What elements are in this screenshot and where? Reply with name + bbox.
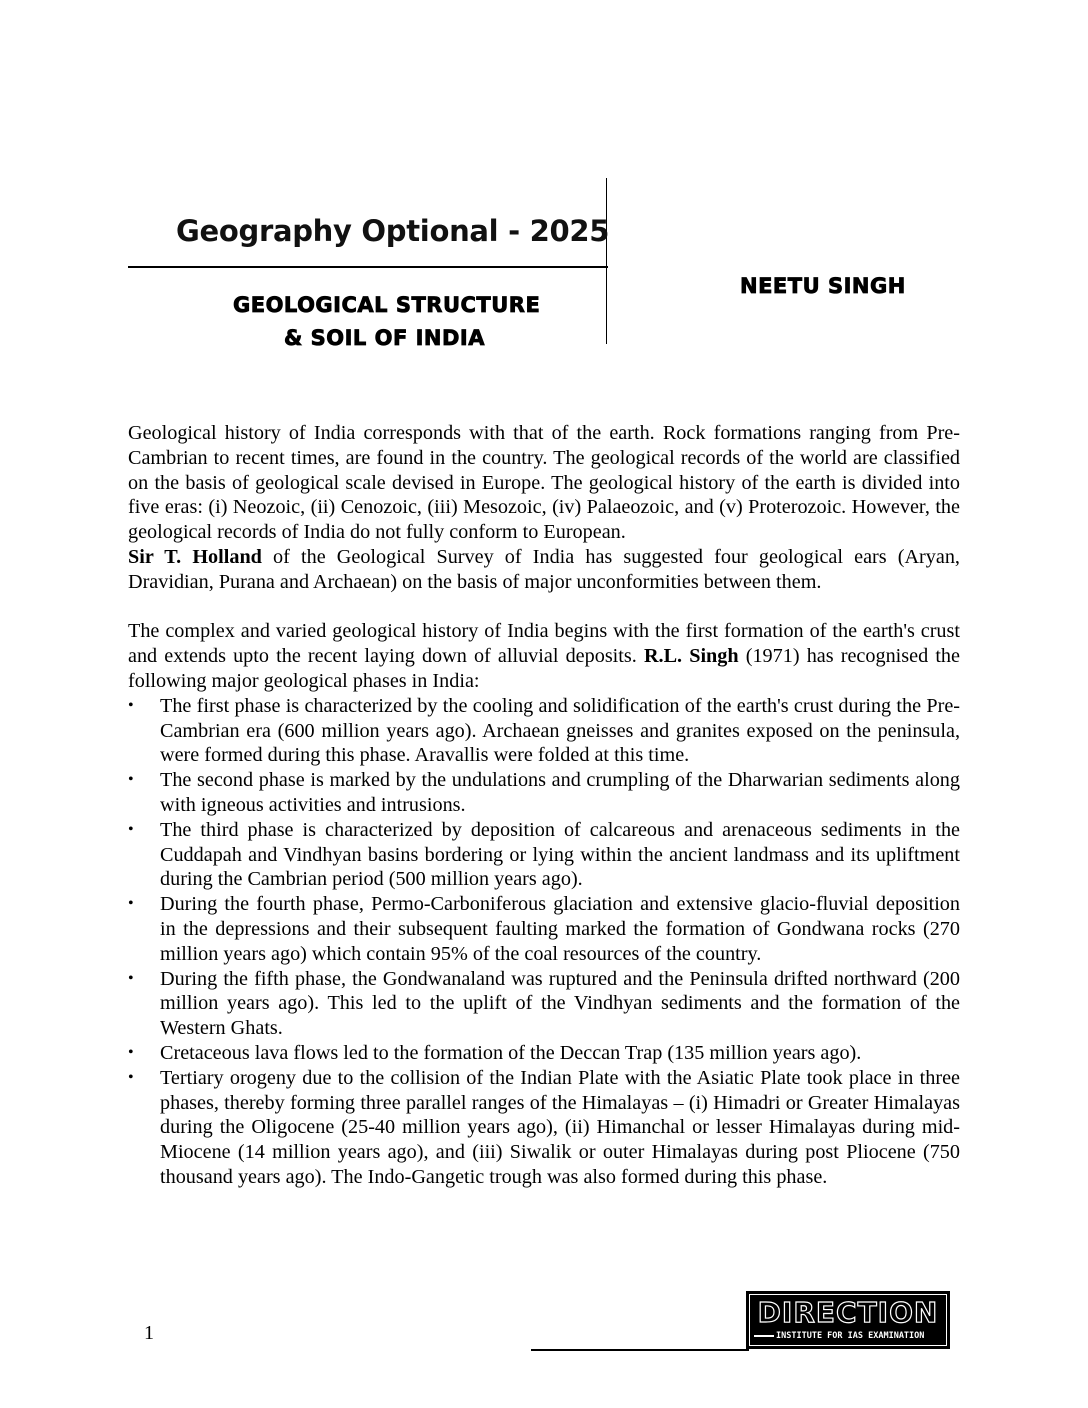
bullet-icon: •: [128, 771, 134, 789]
document-title: Geography Optional - 2025: [176, 214, 610, 248]
logo-tagline-text: INSTITUTE FOR IAS EXAMINATION: [776, 1331, 925, 1341]
footer-rule: [531, 1349, 749, 1351]
chapter-title-line-2: & SOIL OF INDIA: [284, 326, 486, 350]
list-item: [128, 1066, 960, 1190]
bullet-icon: •: [128, 696, 134, 714]
phase-text: Cretaceous lava flows led to the formation of the Deccan Trap (135 million years ago).: [160, 1041, 862, 1064]
phases-intro-text: The complex and varied geological history of India begins with the first formation of the earth's crust and extends upto the recent laying down of alluvial deposits.: [128, 620, 960, 668]
phase-text: Tertiary orogeny due to the collision of the Indian Plate with the Asiatic Plate took place in three phases, thereby forming three parallel ranges of the Himalayas – (i) Himadri or Greater Himalayas during the Oligocene (25-40 million years ago), (ii) Himanchal or lesser Himalayas during mid-Miocene (14 million years ago), and (iii) Siwalik or outer Himalayas during post Pliocene (750 thousand years ago). The Indo-Gangetic trough was also formed during this phase.: [160, 1066, 960, 1188]
bullet-icon: •: [128, 895, 134, 913]
holland-paragraph: [128, 545, 960, 595]
bullet-icon: •: [128, 1068, 134, 1086]
bullet-icon: •: [128, 820, 134, 838]
list-item: [128, 967, 960, 1041]
logo-wordmark: DIRECTION: [757, 1296, 939, 1329]
logo-tagline: [754, 1331, 924, 1341]
geological-phases-list: [128, 694, 960, 1190]
chapter-title-line-1: GEOLOGICAL STRUCTURE: [233, 293, 541, 317]
header-horizontal-rule: [128, 266, 608, 268]
phases-intro-end: (1971) has recognised the following major geological phases in India:: [128, 645, 960, 692]
intro-paragraph: Geological history of India corresponds with that of the earth. Rock formations ranging from Pre-Cambrian to recent times, are found in the country. The geological records of the world are classified on the basis of geological scale devised in Europe. The geological history of the earth is divided into five eras: (i) Neozoic, (ii) Cenozoic, (iii) Mesozoic, (iv) Palaeozoic, and (v) Proterozoic. However, the geological records of India do not fully conform to European.: [128, 422, 960, 544]
list-item: [128, 768, 960, 818]
direction-logo: [746, 1291, 950, 1349]
bullet-icon: •: [128, 969, 134, 987]
list-item: [128, 694, 960, 768]
author-name: NEETU SINGH: [740, 274, 906, 298]
phase-text: During the fourth phase, Permo-Carboniferous glaciation and extensive glacio-fluvial deposition in the depressions and their subsequent faulting marked the formation of Gondwana rocks (270 million years ago) which contain 95% of the coal resources of the country.: [160, 893, 960, 965]
holland-text: of the Geological Survey of India has suggested four geological ears (Aryan, Dravidian, Purana and Archaean) on the basis of major unconformities between them.: [128, 545, 960, 593]
phase-text: During the fifth phase, the Gondwanaland was ruptured and the Peninsula drifted northward (200 million years ago). This led to the uplift of the Vindhyan sediments and the formation of the Western Ghats.: [160, 967, 960, 1040]
phase-text: The second phase is marked by the undulations and crumpling of the Dharwarian sediments along with igneous activities and intrusions.: [160, 769, 960, 816]
phases-intro-paragraph: [128, 619, 960, 693]
list-item: [128, 892, 960, 966]
phase-text: The first phase is characterized by the cooling and solidification of the earth's crust during the Pre-Cambrian era (600 million years ago). Archaean gneisses and granites exposed on the peninsula, were formed during this phase. Aravallis were folded at this time.: [160, 694, 960, 767]
phase-text: The third phase is characterized by deposition of calcareous and arenaceous sediments in the Cuddapah and Vindhyan basins bordering or lying within the ancient landmass and its upliftment during the Cambrian period (500 million years ago).: [160, 818, 960, 891]
header-vertical-rule: [606, 178, 607, 344]
page-number: 1: [144, 1322, 154, 1344]
list-item: [128, 1041, 960, 1066]
document-body: [128, 421, 960, 1190]
bullet-icon: •: [128, 1043, 134, 1061]
list-item: [128, 818, 960, 892]
holland-name: Sir T. Holland: [128, 545, 262, 568]
rl-singh-name: R.L. Singh: [643, 645, 739, 668]
